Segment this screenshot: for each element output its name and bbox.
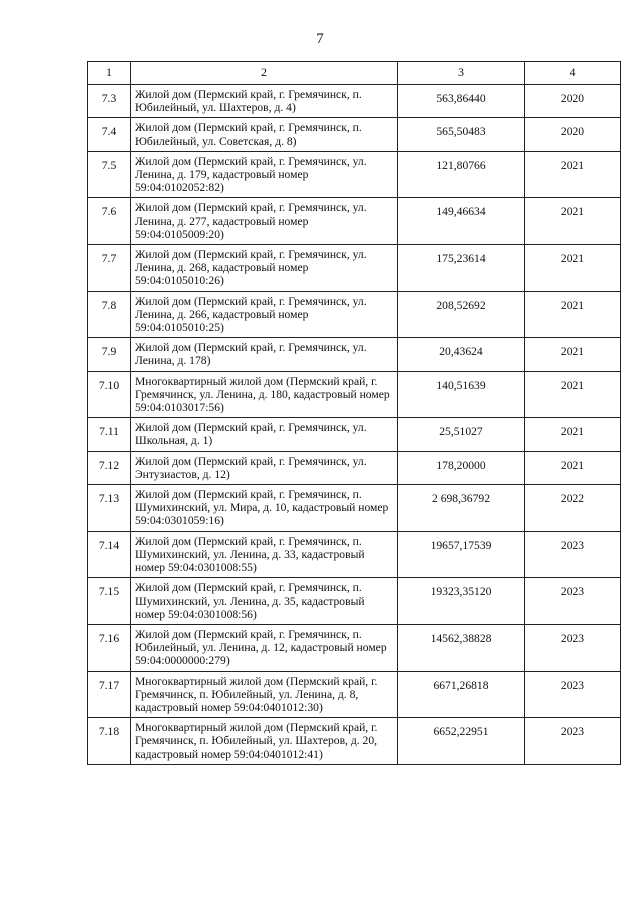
- table-row: [88, 118, 621, 151]
- row-year-cell: 2021: [525, 151, 621, 198]
- row-number-cell: 7.13: [88, 485, 131, 532]
- row-area-cell: 208,52692: [398, 291, 525, 338]
- row-number-cell: 7.15: [88, 578, 131, 625]
- row-area-cell: 19657,17539: [398, 531, 525, 578]
- row-area-cell: 6652,22951: [398, 718, 525, 765]
- row-year-cell: 2021: [525, 371, 621, 418]
- row-area-cell: 6671,26818: [398, 671, 525, 718]
- table-row: [88, 371, 621, 418]
- row-year-cell: 2023: [525, 578, 621, 625]
- row-number-cell: 7.18: [88, 718, 131, 765]
- row-year-cell: 2021: [525, 451, 621, 484]
- row-area-cell: 178,20000: [398, 451, 525, 484]
- row-area-cell: 19323,35120: [398, 578, 525, 625]
- table-row: [88, 151, 621, 198]
- row-description-cell: Жилой дом (Пермский край, г. Гремячинск, п. Шумихинский, ул. Ленина, д. 33, кадастровый номер 59:04:0301008:55): [131, 531, 398, 578]
- row-area-cell: 175,23614: [398, 245, 525, 292]
- row-area-cell: 565,50483: [398, 118, 525, 151]
- row-number-cell: 7.3: [88, 85, 131, 118]
- row-number-cell: 7.8: [88, 291, 131, 338]
- table-row: [88, 291, 621, 338]
- row-description-cell: Жилой дом (Пермский край, г. Гремячинск, ул. Ленина, д. 277, кадастровый номер 59:04:0105009:20): [131, 198, 398, 245]
- row-year-cell: 2020: [525, 118, 621, 151]
- row-description-cell: Жилой дом (Пермский край, г. Гремячинск, ул. Школьная, д. 1): [131, 418, 398, 451]
- row-area-cell: 121,80766: [398, 151, 525, 198]
- table-row: [88, 451, 621, 484]
- row-number-cell: 7.16: [88, 624, 131, 671]
- row-description-cell: Жилой дом (Пермский край, г. Гремячинск, п. Юбилейный, ул. Советская, д. 8): [131, 118, 398, 151]
- row-number-cell: 7.9: [88, 338, 131, 371]
- row-year-cell: 2023: [525, 718, 621, 765]
- row-description-cell: Жилой дом (Пермский край, г. Гремячинск, ул. Энтузиастов, д. 12): [131, 451, 398, 484]
- row-area-cell: 149,46634: [398, 198, 525, 245]
- row-year-cell: 2021: [525, 198, 621, 245]
- row-area-cell: 20,43624: [398, 338, 525, 371]
- row-description-cell: Жилой дом (Пермский край, г. Гремячинск, п. Юбилейный, ул. Ленина, д. 12, кадастровый номер 59:04:0000000:279): [131, 624, 398, 671]
- row-number-cell: 7.10: [88, 371, 131, 418]
- row-number-cell: 7.7: [88, 245, 131, 292]
- table-row: [88, 671, 621, 718]
- row-year-cell: 2021: [525, 291, 621, 338]
- row-description-cell: Многоквартирный жилой дом (Пермский край, г. Гремячинск, п. Юбилейный, ул. Шахтеров, д. 20, кадастровый номер 59:04:0401012:41): [131, 718, 398, 765]
- table-row: [88, 624, 621, 671]
- table-row: [88, 718, 621, 765]
- row-year-cell: 2023: [525, 671, 621, 718]
- row-description-cell: Многоквартирный жилой дом (Пермский край, г. Гремячинск, п. Юбилейный, ул. Ленина, д. 8, кадастровый номер 59:04:0401012:30): [131, 671, 398, 718]
- row-area-cell: 2 698,36792: [398, 485, 525, 532]
- row-year-cell: 2023: [525, 624, 621, 671]
- row-description-cell: Жилой дом (Пермский край, г. Гремячинск, ул. Ленина, д. 268, кадастровый номер 59:04:0105010:26): [131, 245, 398, 292]
- row-year-cell: 2022: [525, 485, 621, 532]
- row-number-cell: 7.17: [88, 671, 131, 718]
- row-description-cell: Жилой дом (Пермский край, г. Гремячинск, ул. Ленина, д. 179, кадастровый номер 59:04:0102052:82): [131, 151, 398, 198]
- row-area-cell: 25,51027: [398, 418, 525, 451]
- row-description-cell: Жилой дом (Пермский край, г. Гремячинск, п. Юбилейный, ул. Шахтеров, д. 4): [131, 85, 398, 118]
- page-number: 7: [316, 31, 324, 47]
- row-number-cell: 7.11: [88, 418, 131, 451]
- row-description-cell: Жилой дом (Пермский край, г. Гремячинск, п. Шумихинский, ул. Ленина, д. 35, кадастровый номер 59:04:0301008:56): [131, 578, 398, 625]
- row-number-cell: 7.12: [88, 451, 131, 484]
- row-number-cell: 7.14: [88, 531, 131, 578]
- row-year-cell: 2021: [525, 418, 621, 451]
- header-col-2: 2: [131, 62, 398, 85]
- row-description-cell: Многоквартирный жилой дом (Пермский край, г. Гремячинск, ул. Ленина, д. 180, кадастровый номер 59:04:0103017:56): [131, 371, 398, 418]
- row-year-cell: 2023: [525, 531, 621, 578]
- row-year-cell: 2020: [525, 85, 621, 118]
- row-number-cell: 7.4: [88, 118, 131, 151]
- row-description-cell: Жилой дом (Пермский край, г. Гремячинск, ул. Ленина, д. 178): [131, 338, 398, 371]
- row-number-cell: 7.6: [88, 198, 131, 245]
- row-description-cell: Жилой дом (Пермский край, г. Гремячинск, п. Шумихинский, ул. Мира, д. 10, кадастровый номер 59:04:0301059:16): [131, 485, 398, 532]
- header-col-3: 3: [398, 62, 525, 85]
- table-row: [88, 485, 621, 532]
- table-row: [88, 418, 621, 451]
- table-row: [88, 338, 621, 371]
- housing-table: [87, 61, 621, 765]
- table-row: [88, 85, 621, 118]
- table-header-row: [88, 62, 621, 85]
- table-row: [88, 578, 621, 625]
- row-year-cell: 2021: [525, 338, 621, 371]
- table-row: [88, 531, 621, 578]
- row-area-cell: 140,51639: [398, 371, 525, 418]
- row-year-cell: 2021: [525, 245, 621, 292]
- row-number-cell: 7.5: [88, 151, 131, 198]
- header-col-1: 1: [88, 62, 131, 85]
- row-area-cell: 14562,38828: [398, 624, 525, 671]
- row-area-cell: 563,86440: [398, 85, 525, 118]
- table-row: [88, 245, 621, 292]
- row-description-cell: Жилой дом (Пермский край, г. Гремячинск, ул. Ленина, д. 266, кадастровый номер 59:04:0105010:25): [131, 291, 398, 338]
- header-col-4: 4: [525, 62, 621, 85]
- table-row: [88, 198, 621, 245]
